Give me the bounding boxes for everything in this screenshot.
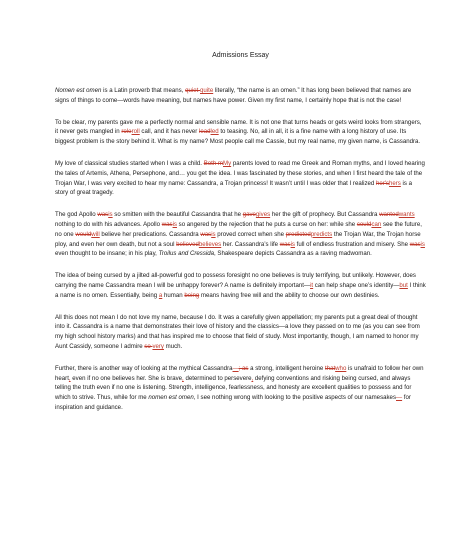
text-run: human — [162, 291, 185, 299]
inserted-text: quite — [200, 87, 214, 94]
text-run: for inspiration and guidance. — [55, 394, 411, 411]
text-run: believe her predications. Cassandra — [99, 230, 201, 238]
inserted-text: hers — [389, 179, 401, 187]
text-run: so angered by the rejection that he puts a curse on her: while she — [176, 220, 357, 228]
inserted-text: roll — [131, 128, 140, 136]
essay-paragraph — [55, 271, 426, 300]
text-run: full of endless frustration and misery. She — [294, 240, 410, 248]
deleted-text: so — [144, 342, 153, 350]
inserted-text: is — [172, 220, 177, 228]
text-run: , Shakespeare depicts Cassandra as a raving madwoman. — [214, 250, 372, 258]
text-run: is unafraid to follow her own heart — [55, 364, 424, 382]
text-run: I think a name is no omen. Essentially, being — [55, 281, 426, 299]
inserted-text: gives — [255, 211, 271, 219]
italic-text: Troilus and Cressida — [158, 250, 214, 258]
inserted-text: believes — [198, 240, 222, 248]
inserted-text: will — [91, 230, 100, 238]
text-run: All this does not mean I do not love my name, because I do. It was a carefully given appellation; my parents put a great deal of thought into it. Cassandra is a name that demonstrates their love of history and the classics—a love they passed on to me (as you can see from my high school history marks) and that has inspired me to choose that field of study. Most importantly, though, I am named to honor my Aunt Cassidy, someone I admire — [55, 313, 420, 350]
deleted-text: was — [409, 240, 421, 248]
inserted-text: very — [152, 342, 164, 350]
deleted-text: was — [200, 230, 212, 238]
deleted-text: that — [324, 364, 336, 372]
inserted-text: , — [251, 374, 254, 382]
deleted-text: being — [184, 291, 200, 299]
text-run: call, and it has never — [139, 128, 199, 136]
text-run: literally, “the name is an omen.” It has long been believed that names are signs of things to come—words have meaning, but names have power. Given my first name, I certainly hope that is not the case! — [55, 87, 412, 104]
italic-text: Nomen est omen — [55, 87, 102, 94]
essay-paragraph — [55, 118, 426, 147]
inserted-text: is — [290, 240, 295, 248]
deleted-text: quiet — [185, 87, 200, 94]
inserted-text: predicts — [310, 230, 333, 238]
text-run: parents loved to read me Greek and Roman myths, and I loved hearing the tales of Artemis, Athena, Persephone, and… you get the idea. I was fascinated by these stories, and when I first heard the tale of the Trojan War, I was very excited to hear my name: Cassandra, a Trojan princess! It wasn’t until I was older that I realized — [55, 159, 425, 187]
deleted-text: wanted — [379, 211, 399, 219]
deleted-text: believed — [176, 240, 199, 248]
inserted-text: a — [158, 291, 163, 299]
inserted-text: — — [232, 364, 239, 372]
inserted-text: but — [399, 281, 408, 289]
inserted-text: is — [211, 230, 216, 238]
text-run: , I see nothing wrong with looking to the positive aspects of our namesakes — [193, 394, 396, 402]
essay-paragraph — [55, 210, 426, 259]
deleted-text: would — [75, 230, 92, 238]
inserted-text: , — [182, 374, 184, 382]
text-run: so smitten with the beautiful Cassandra that he — [112, 211, 243, 219]
text-run: The god Apollo — [55, 211, 98, 219]
deleted-text: was — [97, 211, 109, 219]
deleted-text: could — [356, 220, 372, 228]
deleted-text: Both m — [203, 159, 223, 167]
inserted-text: , — [68, 374, 71, 382]
essay-paragraph — [55, 159, 426, 198]
inserted-text: is — [108, 211, 113, 219]
text-run: see the future, no one — [55, 220, 422, 238]
text-run: her the gift of prophecy. But Cassandra — [270, 211, 380, 219]
inserted-text: is — [420, 240, 425, 248]
inserted-text: wants — [398, 211, 415, 219]
text-run: defying conventions and risking being cursed, and always telling the truth even if no one is listening. Strength, intelligence, fearlessness, and honesty are excellent qualities to possess and for which to strive. Thus, while for me — [55, 374, 412, 402]
deleted-text: was — [161, 220, 173, 228]
text-run: proved correct when she — [215, 230, 286, 238]
inserted-text: My — [223, 159, 232, 167]
text-run: even thought to be insane; in his play, — [55, 250, 159, 258]
italic-text: nomen est omen — [148, 394, 194, 402]
text-run: To be clear, my parents gave me a perfectly normal and sensible name. It is not one that turns heads or gets weird looks from strangers, it never gets mangled in — [55, 118, 422, 136]
text-run: The idea of being cursed by a jilted all-powerful god to possess foresight no one believes is truly terrifying, but unlikely. However, does carrying the name Cassandra mean I will be unhappy forever? A name is definitely important— — [55, 272, 416, 289]
inserted-text: it — [310, 281, 314, 289]
deleted-text: role — [121, 128, 132, 136]
deleted-text: predicted — [285, 230, 311, 238]
inserted-text: can — [371, 220, 382, 228]
deleted-text: lead — [199, 128, 211, 136]
text-run: a strong, intelligent heroine — [248, 364, 325, 372]
text-run: the Trojan War, the Trojan horse ploy, and even her own death, but not a soul — [55, 230, 421, 248]
deleted-text: gave — [242, 211, 256, 219]
text-run: My love of classical studies started when I was a child. — [55, 159, 204, 167]
text-run: Further, there is another way of looking at the mythical Cassandra — [55, 364, 233, 372]
essay-paragraph — [55, 313, 426, 352]
deleted-text: ; as — [238, 364, 249, 372]
essay-body — [55, 86, 426, 413]
text-run: determined to persevere — [183, 374, 252, 382]
text-run: can help shape one’s identity— — [313, 281, 400, 289]
inserted-text: led — [210, 128, 219, 136]
text-run: even if no one believes her. She is brave — [70, 374, 183, 382]
text-run: to teasing. No, all in all, it is a fine name with a long history of use. Its biggest problem is the story behind it. What is my name? Most people call me Cassie, but my real name, my given name, is Cassandra. — [55, 128, 421, 146]
inserted-text: — — [396, 394, 403, 402]
essay-paragraph — [55, 364, 426, 413]
text-run: means having free will and the ability to choose our own destinies. — [199, 291, 380, 299]
text-run: nothing to do with his advances. Apollo — [55, 220, 162, 228]
document-title: Admissions Essay — [212, 52, 269, 59]
text-run: much. — [163, 342, 183, 350]
text-run: her. Cassandra’s life — [221, 240, 280, 248]
deleted-text: was — [279, 240, 291, 248]
deleted-text: her's — [375, 179, 389, 187]
text-run: is a story of great tragedy. — [55, 179, 413, 197]
inserted-text: who — [335, 364, 347, 372]
text-run: is a Latin proverb that means, — [101, 87, 186, 94]
essay-paragraph — [55, 86, 426, 106]
